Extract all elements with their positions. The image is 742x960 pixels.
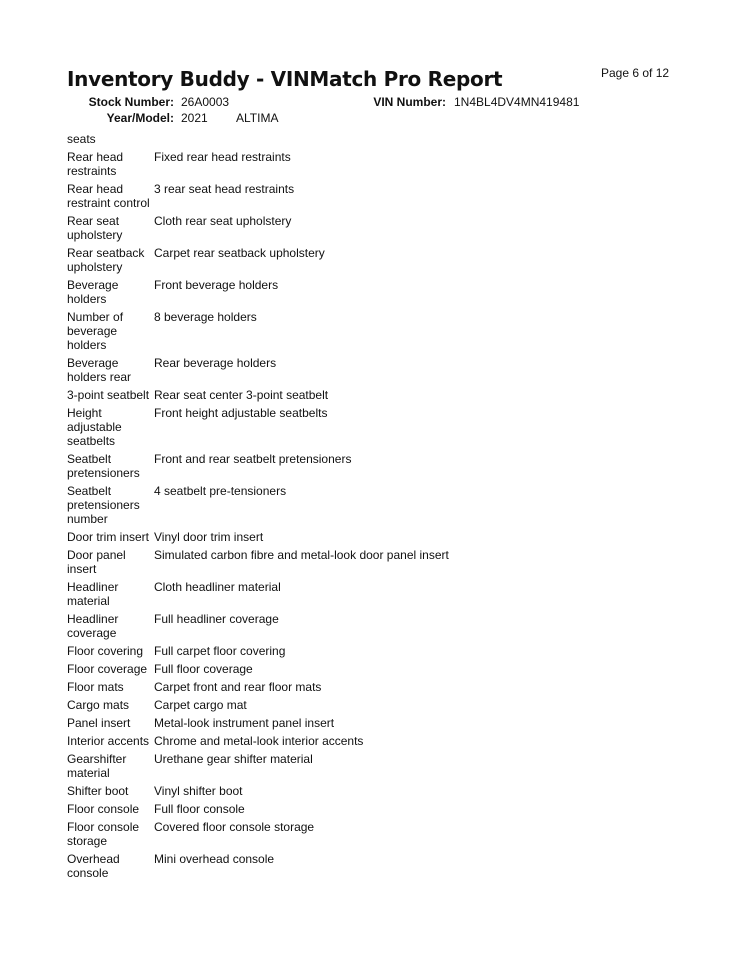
spec-label: Cargo mats: [67, 698, 130, 712]
spec-value: Full carpet floor covering: [154, 644, 286, 658]
spec-value: Full headliner coverage: [154, 612, 279, 626]
spec-label: Rear seat upholstery: [67, 214, 123, 242]
spec-row: [67, 548, 707, 576]
spec-label: Seatbelt pretensioners number: [67, 484, 140, 526]
spec-value: Full floor coverage: [154, 662, 253, 676]
spec-value: 8 beverage holders: [154, 310, 257, 324]
vin-number-value: 1N4BL4DV4MN419481: [454, 95, 580, 109]
spec-label: 3-point seatbelt: [67, 388, 150, 402]
spec-row: [67, 452, 707, 480]
spec-label: Headliner coverage: [67, 612, 119, 640]
spec-label: Door panel insert: [67, 548, 126, 576]
spec-value: Cloth headliner material: [154, 580, 281, 594]
spec-row: [67, 246, 707, 274]
spec-row: [67, 580, 707, 608]
spec-row: [67, 406, 707, 448]
spec-value: Front beverage holders: [154, 278, 279, 292]
year-value: 2021: [181, 111, 208, 125]
spec-value: Rear beverage holders: [154, 356, 277, 370]
spec-row: [67, 388, 707, 402]
spec-value: Chrome and metal-look interior accents: [154, 734, 364, 748]
stock-number-label: Stock Number:: [88, 95, 174, 109]
section-continued-label: seats: [67, 132, 96, 146]
spec-row: [67, 484, 707, 526]
spec-value: Fixed rear head restraints: [154, 150, 291, 164]
spec-row: [67, 680, 707, 694]
spec-row: [67, 752, 707, 780]
spec-row: [67, 662, 707, 676]
spec-label: Rear head restraint control: [67, 182, 150, 210]
spec-row: [67, 214, 707, 242]
spec-label: Number of beverage holders: [67, 310, 124, 352]
spec-label: Seatbelt pretensioners: [67, 452, 140, 480]
spec-value: Rear seat center 3-point seatbelt: [154, 388, 329, 402]
spec-label: Overhead console: [67, 852, 120, 880]
spec-label: Rear head restraints: [67, 150, 124, 178]
report-title: Inventory Buddy - VINMatch Pro Report: [67, 67, 503, 91]
spec-value: Mini overhead console: [154, 852, 275, 866]
spec-row: [67, 644, 707, 658]
spec-label: Interior accents: [67, 734, 150, 748]
spec-row: [67, 820, 707, 848]
spec-label: Rear seatback upholstery: [67, 246, 145, 274]
spec-label: Floor console: [67, 802, 140, 816]
spec-value: Carpet rear seatback upholstery: [154, 246, 325, 260]
spec-row: [67, 278, 707, 306]
spec-value: Vinyl door trim insert: [154, 530, 264, 544]
spec-value: Urethane gear shifter material: [154, 752, 313, 766]
spec-label: Gearshifter material: [67, 752, 127, 780]
spec-value: Front and rear seatbelt pretensioners: [154, 452, 352, 466]
spec-table: [67, 150, 707, 884]
spec-label: Floor mats: [67, 680, 124, 694]
spec-value: Front height adjustable seatbelts: [154, 406, 328, 420]
spec-row: [67, 852, 707, 880]
spec-row: [67, 182, 707, 210]
page-number: Page 6 of 12: [601, 66, 670, 80]
spec-label: Headliner material: [67, 580, 119, 608]
spec-row: [67, 150, 707, 178]
spec-row: [67, 734, 707, 748]
spec-label: Height adjustable seatbelts: [67, 406, 122, 448]
spec-row: [67, 784, 707, 798]
spec-value: Metal-look instrument panel insert: [154, 716, 335, 730]
spec-value: Simulated carbon fibre and metal-look door panel insert: [154, 548, 449, 562]
spec-row: [67, 612, 707, 640]
spec-label: Shifter boot: [67, 784, 129, 798]
spec-value: Carpet cargo mat: [154, 698, 247, 712]
spec-row: [67, 802, 707, 816]
spec-label: Door trim insert: [67, 530, 150, 544]
spec-row: [67, 530, 707, 544]
spec-label: Floor coverage: [67, 662, 148, 676]
spec-row: [67, 310, 707, 352]
spec-value: 4 seatbelt pre-tensioners: [154, 484, 287, 498]
spec-value: Cloth rear seat upholstery: [154, 214, 292, 228]
spec-row: [67, 698, 707, 712]
spec-row: [67, 716, 707, 730]
spec-row: [67, 356, 707, 384]
spec-label: Beverage holders: [67, 278, 119, 306]
stock-number-value: 26A0003: [181, 95, 230, 109]
spec-label: Beverage holders rear: [67, 356, 132, 384]
spec-label: Floor covering: [67, 644, 144, 658]
spec-label: Floor console storage: [67, 820, 140, 848]
spec-label: Panel insert: [67, 716, 131, 730]
spec-value: Carpet front and rear floor mats: [154, 680, 322, 694]
vin-number-label: VIN Number:: [373, 95, 446, 109]
spec-value: 3 rear seat head restraints: [154, 182, 295, 196]
spec-value: Full floor console: [154, 802, 245, 816]
spec-value: Covered floor console storage: [154, 820, 315, 834]
spec-value: Vinyl shifter boot: [154, 784, 243, 798]
model-value: ALTIMA: [236, 111, 279, 125]
year-model-label: Year/Model:: [106, 111, 174, 125]
